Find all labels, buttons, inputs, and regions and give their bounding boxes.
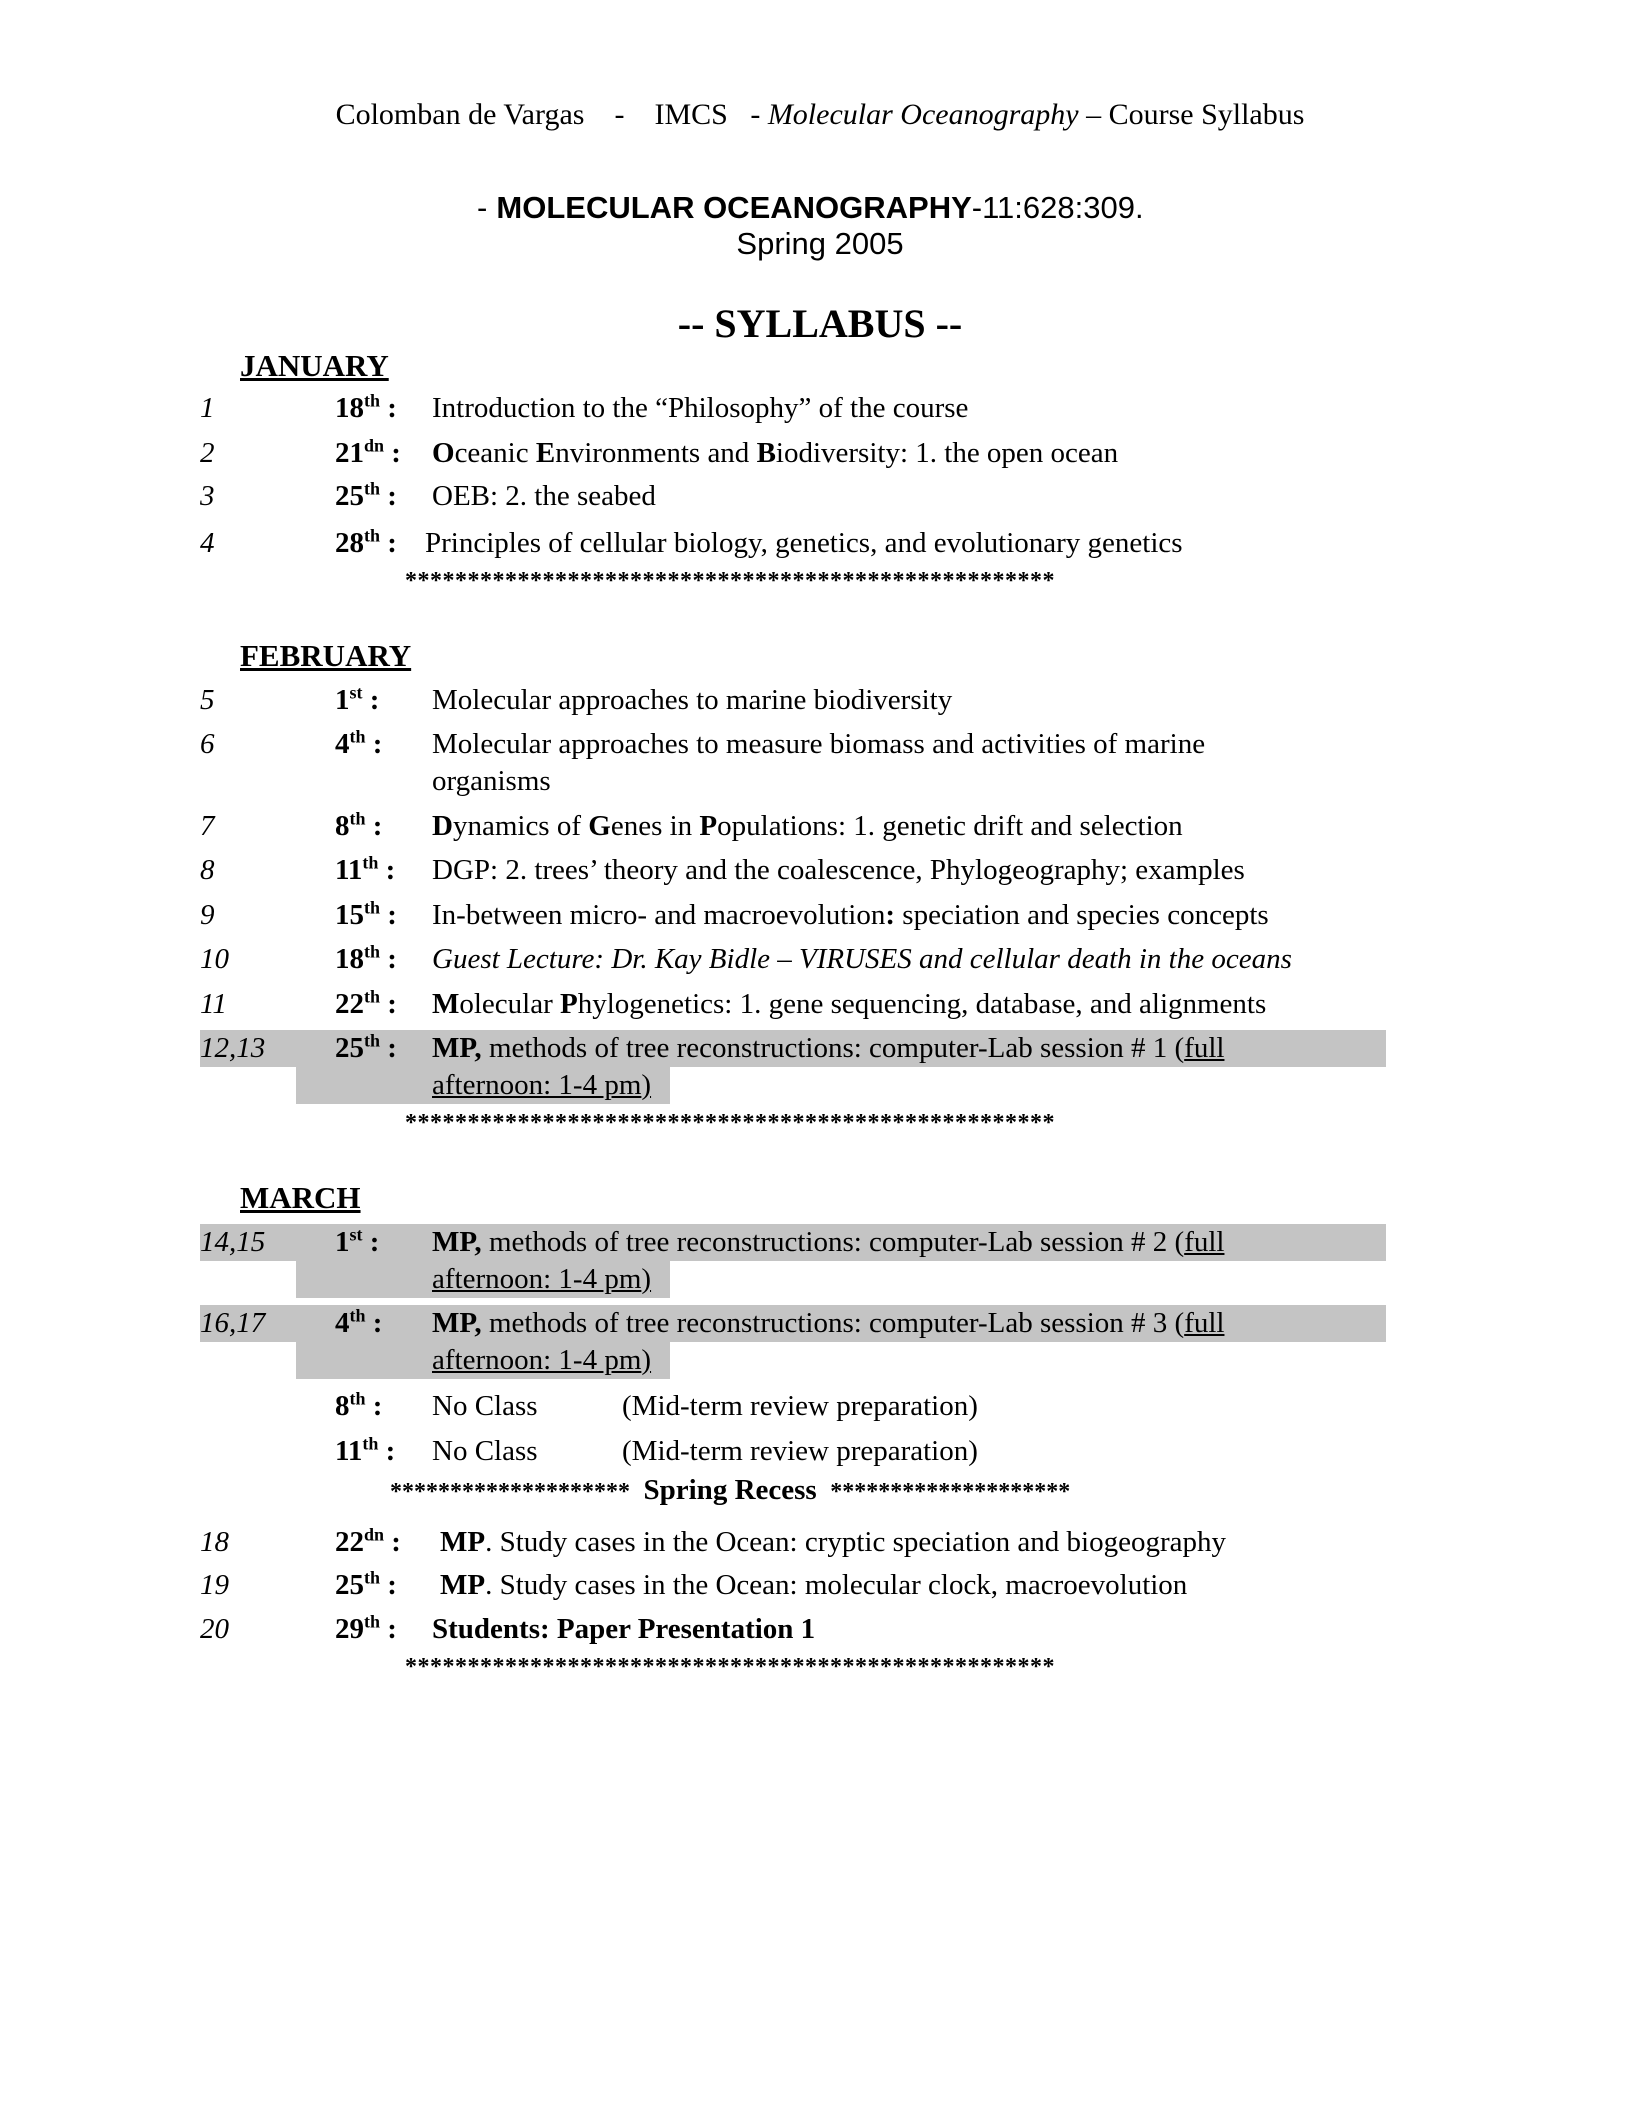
spring-recess-label: Spring Recess <box>643 1474 817 1506</box>
separator-stars: **************************************************** <box>405 1654 1055 1680</box>
session-topic: MP, methods of tree reconstructions: computer-Lab session # 2 (full afternoon: 1-4 pm) <box>432 1226 1225 1295</box>
session-date: 22th : <box>335 986 397 1020</box>
session-number: 10 <box>200 943 229 975</box>
session-topic: In-between micro- and macroevolution: speciation and species concepts <box>432 899 1269 931</box>
session-topic: Students: Paper Presentation 1 <box>432 1613 816 1645</box>
session-date: 29th : <box>335 1611 397 1645</box>
session-topic: MP. Study cases in the Ocean: molecular clock, macroevolution <box>440 1569 1188 1601</box>
session-date: 18th : <box>335 390 397 424</box>
session-number: 9 <box>200 899 215 931</box>
session-topic: No Class (Mid-term review preparation) <box>432 1390 978 1422</box>
header-separator: - <box>750 98 761 131</box>
header-separator: - <box>614 98 625 131</box>
session-number: 1 <box>200 392 215 424</box>
session-date: 25th : <box>335 1567 397 1601</box>
spring-recess-separator: ******************** Spring Recess ******************** <box>390 1474 1071 1506</box>
session-topic: MP. Study cases in the Ocean: cryptic speciation and biogeography <box>440 1526 1226 1558</box>
session-date: 18th : <box>335 941 397 975</box>
session-number: 2 <box>200 437 215 469</box>
session-topic: Guest Lecture: Dr. Kay Bidle – VIRUSES and cellular death in the oceans <box>432 943 1292 975</box>
separator-stars: **************************************************** <box>405 1110 1055 1136</box>
session-number: 7 <box>200 810 215 842</box>
syllabus-heading: -- SYLLABUS -- <box>677 301 963 346</box>
session-topic: Oceanic Environments and Biodiversity: 1. the open ocean <box>432 437 1119 469</box>
session-topic: No Class (Mid-term review preparation) <box>432 1435 978 1467</box>
session-topic: Introduction to the “Philosophy” of the course <box>432 392 969 424</box>
session-date: 11th : <box>335 852 396 886</box>
session-number: 8 <box>200 854 215 886</box>
course-name-italic: Molecular Oceanography <box>767 98 1079 131</box>
session-topic: DGP: 2. trees’ theory and the coalescence, Phylogeography; examples <box>432 854 1245 886</box>
session-number: 5 <box>200 684 215 716</box>
session-topic: Molecular Phylogenetics: 1. gene sequencing, database, and alignments <box>432 988 1267 1020</box>
session-date: 1st : <box>335 682 380 716</box>
session-date: $22^{dn}$ : <box>335 1524 401 1558</box>
session-date: $21^{dn}$ : <box>335 435 401 469</box>
session-topic: MP, methods of tree reconstructions: computer-Lab session # 3 (full afternoon: 1-4 pm) <box>432 1307 1225 1376</box>
session-number: 19 <box>200 1569 229 1601</box>
title-dash: - <box>477 190 488 225</box>
session-topic: Dynamics of Genes in Populations: 1. genetic drift and selection <box>432 810 1183 842</box>
session-date: 28th : <box>335 525 397 559</box>
session-number: 4 <box>200 527 215 559</box>
session-number: 6 <box>200 728 215 760</box>
month-heading-january: JANUARY <box>240 348 389 383</box>
session-number: 11 <box>200 988 227 1020</box>
month-heading-february: FEBRUARY <box>240 638 412 673</box>
session-number: 16,17 <box>200 1307 266 1339</box>
course-code: -11:628:309. <box>971 190 1144 225</box>
session-number: 20 <box>200 1613 229 1645</box>
session-topic: Molecular approaches to marine biodiversity <box>432 684 953 716</box>
session-topic: OEB: 2. the seabed <box>432 480 656 512</box>
session-date: 8th : <box>335 808 383 842</box>
session-date: 8th : <box>335 1388 383 1422</box>
session-date: 15th : <box>335 897 397 931</box>
course-term: Spring 2005 <box>736 226 904 261</box>
session-date: 1st : <box>335 1224 380 1258</box>
session-date: 4th : <box>335 726 383 760</box>
session-number: 18 <box>200 1526 229 1558</box>
session-topic: Principles of cellular biology, genetics, and evolutionary genetics <box>425 527 1183 559</box>
session-topic: MP, methods of tree reconstructions: computer-Lab session # 1 (full afternoon: 1-4 pm) <box>432 1032 1225 1101</box>
institute-name: IMCS <box>654 98 728 131</box>
header-suffix: – Course Syllabus <box>1086 98 1305 131</box>
author-name: Colomban de Vargas <box>335 98 585 131</box>
session-number: 14,15 <box>200 1226 266 1258</box>
course-title: MOLECULAR OCEANOGRAPHY <box>496 190 972 225</box>
document-header <box>0 98 1640 132</box>
session-date: 25th : <box>335 478 397 512</box>
separator-stars: **************************************************** <box>405 568 1055 594</box>
course-title-block <box>0 190 1640 262</box>
session-number: 3 <box>200 480 215 512</box>
month-heading-march: MARCH <box>240 1180 361 1215</box>
session-date: 11th : <box>335 1433 396 1467</box>
session-date: 4th : <box>335 1305 383 1339</box>
session-topic: Molecular approaches to measure biomass and activities of marine organisms <box>432 728 1206 797</box>
session-number: 12,13 <box>200 1032 266 1064</box>
session-date: 25th : <box>335 1030 397 1064</box>
